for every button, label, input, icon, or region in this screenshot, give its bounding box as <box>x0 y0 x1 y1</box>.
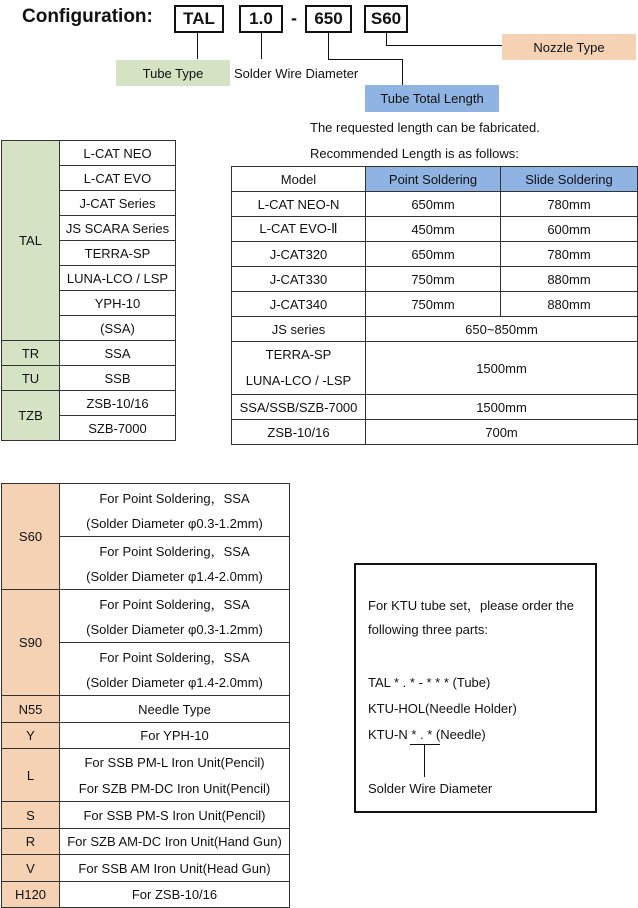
cell-point: 650mm <box>366 242 501 267</box>
label-tube-type: Tube Type <box>116 60 230 86</box>
table-row <box>2 341 176 366</box>
cell-length: 700m <box>366 420 638 445</box>
table-row <box>2 882 290 908</box>
cell-slide: 780mm <box>501 192 638 217</box>
header-slide-soldering: Slide Soldering <box>501 167 638 192</box>
cell-point: 750mm <box>366 267 501 292</box>
nozzle-code-s: S <box>2 802 60 829</box>
cell-model: ZSB-10/16 <box>232 420 366 445</box>
connector-tube-type <box>197 33 198 59</box>
cell-model: JS series <box>232 317 366 342</box>
cell-model: L-CAT EVO-Ⅱ <box>232 217 366 242</box>
table-row <box>232 242 638 267</box>
nozzle-item: For Point Soldering，SSA <box>60 590 290 617</box>
ktu-part-needle: KTU-N * . * (Needle) <box>368 727 486 742</box>
table-row <box>232 342 638 395</box>
label-tube-total-length: Tube Total Length <box>365 85 499 112</box>
label-nozzle-type: Nozzle Type <box>502 34 636 60</box>
cell-point: 650mm <box>366 192 501 217</box>
nozzle-code-h120: H120 <box>2 882 60 908</box>
code-separator: - <box>291 8 297 28</box>
table-row <box>2 696 290 723</box>
ktu-underline <box>410 744 440 745</box>
ktu-part-tube: TAL * . * - * * * (Tube) <box>368 675 491 690</box>
nozzle-code-l: L <box>2 749 60 802</box>
cell-slide: 780mm <box>501 242 638 267</box>
table-row <box>232 267 638 292</box>
ktu-part-holder: KTU-HOL(Needle Holder) <box>368 701 517 716</box>
table-row <box>232 317 638 342</box>
length-table <box>231 166 638 445</box>
nozzle-item: For Point Soldering，SSA <box>60 537 290 564</box>
table-row <box>2 749 290 776</box>
table-row <box>2 141 176 166</box>
nozzle-code-r: R <box>2 829 60 855</box>
table-row <box>2 802 290 829</box>
nozzle-item: For SSB AM Iron Unit(Head Gun) <box>60 855 290 882</box>
tube-item: SSA <box>60 341 176 366</box>
table-row <box>2 366 176 391</box>
tube-item: ZSB-10/16 <box>60 391 176 416</box>
label-solder-wire-diameter: Solder Wire Diameter <box>234 66 359 81</box>
tube-item: TERRA-SP <box>60 241 176 266</box>
nozzle-item: For SZB AM-DC Iron Unit(Hand Gun) <box>60 829 290 855</box>
table-row <box>2 484 290 511</box>
cell-model: J-CAT340 <box>232 292 366 317</box>
cell-model-line: TERRA-SP <box>265 347 332 362</box>
nozzle-code-y: Y <box>2 723 60 749</box>
cell-slide: 880mm <box>501 267 638 292</box>
tube-item: SSB <box>60 366 176 391</box>
ktu-line-1: For KTU tube set，please order the <box>368 598 574 613</box>
cell-point: 750mm <box>366 292 501 317</box>
ktu-caption: Solder Wire Diameter <box>368 781 493 796</box>
note-recommended: Recommended Length is as follows: <box>310 146 519 161</box>
connector-length-h <box>328 59 403 60</box>
nozzle-code-v: V <box>2 855 60 882</box>
tube-code-tu: TU <box>2 366 60 391</box>
code-box-length: 650 <box>305 5 352 33</box>
cell-model: SSA/SSB/SZB-7000 <box>232 395 366 420</box>
table-row <box>232 420 638 445</box>
configuration-title: Configuration: <box>22 6 153 27</box>
cell-length: 1500mm <box>366 342 638 395</box>
table-row <box>2 829 290 855</box>
nozzle-item: (Solder Diameter φ1.4-2.0mm) <box>60 564 290 590</box>
cell-length: 650~850mm <box>366 317 638 342</box>
note-fabricated: The requested length can be fabricated. <box>310 120 540 135</box>
ktu-line-2: following three parts: <box>368 622 488 637</box>
nozzle-table <box>1 483 290 908</box>
table-row <box>2 723 290 749</box>
tube-item: J-CAT Series <box>60 191 176 216</box>
code-box-nozzle: S60 <box>364 5 408 33</box>
nozzle-item: For SSB PM-S Iron Unit(Pencil) <box>60 802 290 829</box>
cell-slide: 880mm <box>501 292 638 317</box>
cell-model: J-CAT320 <box>232 242 366 267</box>
table-row <box>232 192 638 217</box>
connector-nozzle-h <box>386 45 502 46</box>
table-row <box>2 855 290 882</box>
table-row <box>232 395 638 420</box>
connector-length-v2 <box>402 59 403 85</box>
header-point-soldering: Point Soldering <box>366 167 501 192</box>
table-row <box>2 590 290 617</box>
cell-slide: 600mm <box>501 217 638 242</box>
table-row <box>2 391 176 416</box>
nozzle-item: (Solder Diameter φ0.3-1.2mm) <box>60 617 290 643</box>
tube-type-table <box>1 140 176 441</box>
tube-item: (SSA) <box>60 316 176 341</box>
table-row <box>232 292 638 317</box>
nozzle-item: For SZB PM-DC Iron Unit(Pencil) <box>60 776 290 802</box>
code-box-wire-diameter: 1.0 <box>239 5 283 33</box>
tube-item: LUNA-LCO / LSP <box>60 266 176 291</box>
tube-code-tal: TAL <box>2 141 60 341</box>
code-box-tube-type: TAL <box>174 5 224 33</box>
tube-item: SZB-7000 <box>60 416 176 441</box>
nozzle-item: For ZSB-10/16 <box>60 882 290 908</box>
tube-item: YPH-10 <box>60 291 176 316</box>
cell-length: 1500mm <box>366 395 638 420</box>
tube-item: JS SCARA Series <box>60 216 176 241</box>
ktu-note-box <box>354 563 597 813</box>
tube-code-tr: TR <box>2 341 60 366</box>
nozzle-code-s60: S60 <box>2 484 60 590</box>
cell-model: J-CAT330 <box>232 267 366 292</box>
cell-model-line: LUNA-LCO / -LSP <box>245 373 352 388</box>
cell-model <box>232 342 366 395</box>
nozzle-item: For Point Soldering，SSA <box>60 484 290 511</box>
cell-point: 450mm <box>366 217 501 242</box>
nozzle-item: For Point Soldering，SSA <box>60 643 290 670</box>
nozzle-code-s90: S90 <box>2 590 60 696</box>
nozzle-code-n55: N55 <box>2 696 60 723</box>
nozzle-item: (Solder Diameter φ0.3-1.2mm) <box>60 511 290 537</box>
connector-wire-diameter <box>261 33 262 59</box>
nozzle-item: For YPH-10 <box>60 723 290 749</box>
nozzle-item: Needle Type <box>60 696 290 723</box>
tube-item: L-CAT NEO <box>60 141 176 166</box>
nozzle-item: For SSB PM-L Iron Unit(Pencil) <box>60 749 290 776</box>
header-model: Model <box>232 167 366 192</box>
cell-model: L-CAT NEO-N <box>232 192 366 217</box>
tube-item: L-CAT EVO <box>60 166 176 191</box>
ktu-pointer-line <box>424 744 425 777</box>
tube-code-tzb: TZB <box>2 391 60 441</box>
connector-length-v1 <box>328 33 329 60</box>
table-row <box>232 217 638 242</box>
nozzle-item: (Solder Diameter φ1.4-2.0mm) <box>60 670 290 696</box>
table-header-row <box>232 167 638 192</box>
